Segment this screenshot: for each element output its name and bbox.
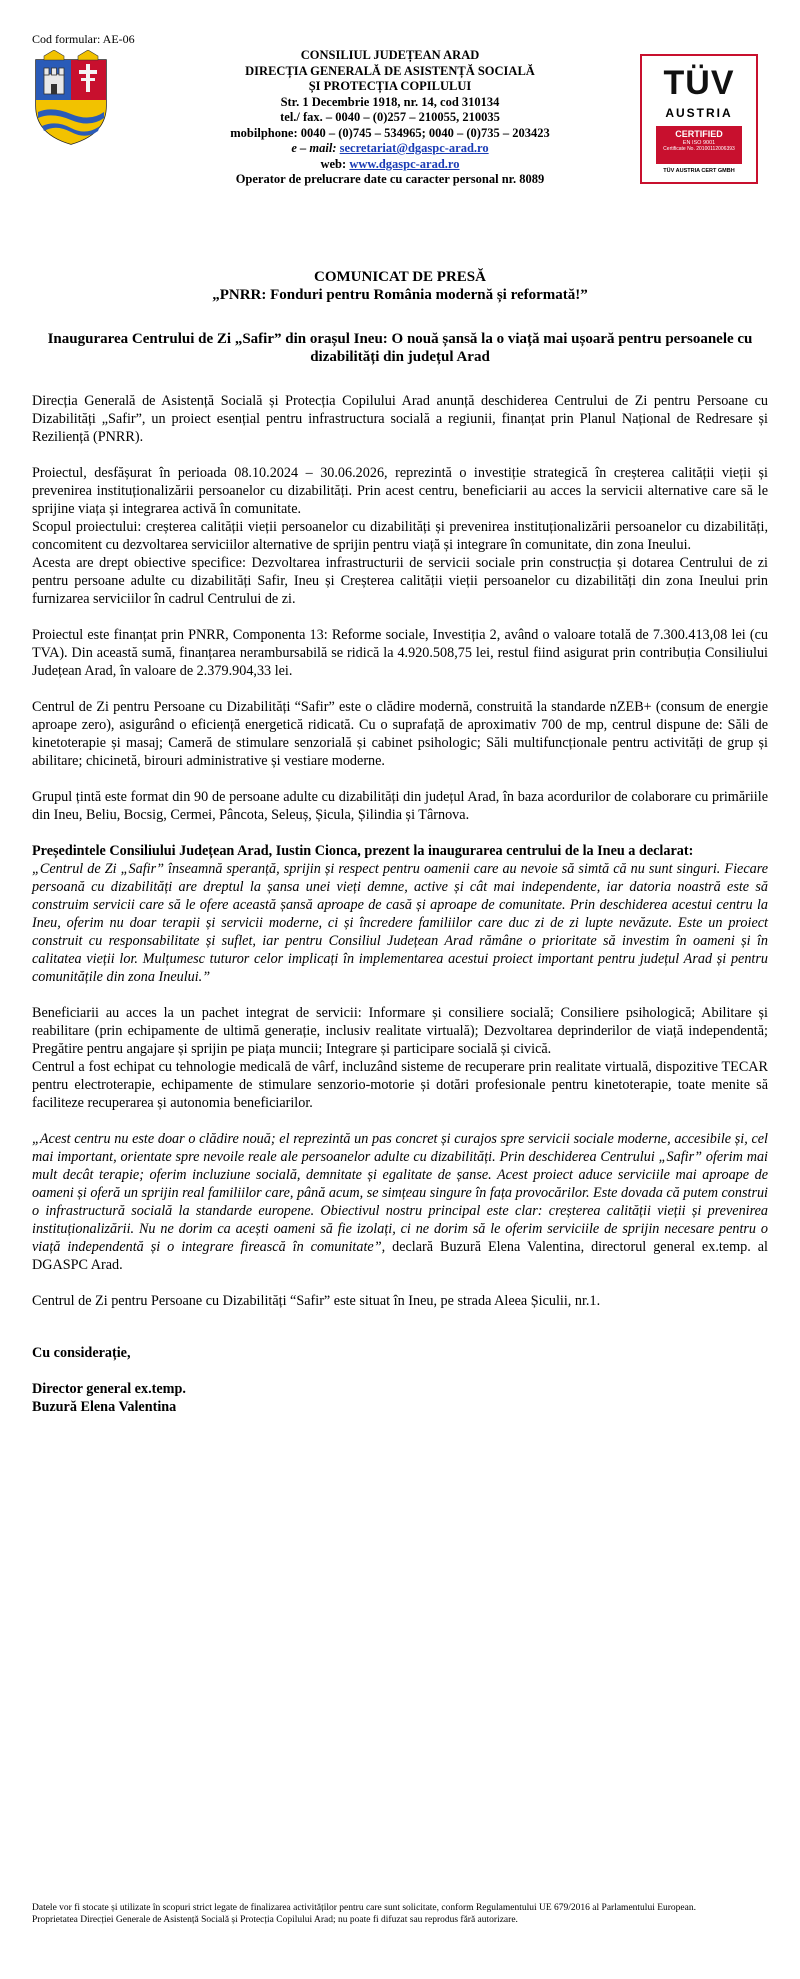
tuv-certification-logo xyxy=(640,54,758,184)
paragraph-target-group: Grupul țintă este format din 90 de persoane adulte cu dizabilități din județul Arad, în baza acordurilor de colaborare cu primăriile din Ineu, Beliu, Bocsig, Cermei, Pâncota, Seleuș, Șicula, Șilindia și Târnova. xyxy=(32,789,768,823)
tuv-name: TÜV xyxy=(663,64,735,102)
tuv-footer: TÜV AUSTRIA CERT GMBH xyxy=(663,168,735,174)
paragraph-objectives: Acesta are drept obiective specifice: Dezvoltarea infrastructurii de servicii sociale prin construcția și dotarea Centrului de zi pentru persoane adulte cu dizabilități Safir, Ineu și Creșterea calității vieții persoanelor cu dizabilități din zona Ineului prin furnizarea serviciilor în cadrul Centrului de zi. xyxy=(32,555,768,607)
web-link[interactable]: www.dgaspc-arad.ro xyxy=(349,156,460,171)
tuv-certified-block xyxy=(656,126,742,164)
header-directorate: DIRECȚIA GENERALĂ DE ASISTENȚĂ SOCIALĂ xyxy=(245,63,535,78)
signature-name: Buzură Elena Valentina xyxy=(32,1399,177,1415)
header-phone: tel./ fax. – 0040 – (0)257 – 210055, 210035 xyxy=(280,110,500,124)
footer-data-notice: Datele vor fi stocate și utilizate în scopuri strict legate de finalizarea activităților pentru care sunt solicitate, conform Regulamentului UE 679/2016 al Parlamentului European. xyxy=(32,1903,696,1913)
header-web-line xyxy=(150,157,630,173)
header-address: Str. 1 Decembrie 1918, nr. 14, cod 310134 xyxy=(280,94,500,109)
director-quote: „Acest centru nu este doar o clădire nouă; el reprezintă un pas concret și curajos spre servicii sociale moderne, accesibile și, cel mai important, orientate spre nevoile reale ale persoanelor adulte cu dizabilități. Prin deschiderea Centrului „Safir” oferim mai mult decât terapie; oferim incluziune socială, demnitate și egalitate de șanse. Acest proiect aduce serviciile mai aproape de oameni și oferă un sprijin real familiilor care, până acum, se simțeau singure în fața provocărilor. Este dovada că putem construi o infrastructură socială la standarde europene. Obiectivul nostru principal este clar: creșterea calității vieții și prevenirea instituționalizării. Nu ne dorim ca acești oameni să fie izolați, ci ne dorim să le oferim serviciile de sprijin necesare pentru o viață independentă și o integrare firească în comunitate”, xyxy=(32,1131,768,1255)
web-label: web: xyxy=(320,156,347,171)
page-title: COMUNICAT DE PRESĂ xyxy=(314,269,486,285)
paragraph-announcement: Direcția Generală de Asistență Socială și Protecția Copilului Arad anunță deschiderea Centrului de Zi pentru Persoane cu Dizabilități „Safir”, un proiect esențial pentru infrastructura socială a regiunii, finanțat prin Planul Național de Redresare și Reziliență (PNRR). xyxy=(32,393,768,445)
form-code: Cod formular: AE-06 xyxy=(32,32,135,46)
paragraph-director-quote-block xyxy=(32,1130,768,1274)
header-council: CONSILIUL JUDEȚEAN ARAD xyxy=(300,48,480,62)
paragraph-equipment: Centrul a fost echipat cu tehnologie medicală de vârf, incluzând sisteme de recuperare prin realitate virtuală, dispozitive TECAR pentru electroterapie, echipamente de stimulare senzorio-motorie și dotări profesionale pentru kinetoterapie, toate menite să faciliteze recuperarea și autonomia beneficiarilor. xyxy=(32,1059,768,1111)
paragraph-project-scope: Scopul proiectului: creșterea calității vieții persoanelor cu dizabilități și prevenirea instituționalizării persoanelor cu dizabilități, concomitent cu dezvoltarea serviciilor alternative de sprijin pentru viață și integrare în comunitate, din zona Ineului. xyxy=(32,519,768,553)
tuv-certified: CERTIFIED xyxy=(675,129,723,139)
paragraph-building: Centrul de Zi pentru Persoane cu Dizabilități “Safir” este o clădire modernă, construită la standarde nZEB+ (consum de energie aproape zero), asigurând o eficiență energetică ridicată. Cu o suprafață de aproximativ 700 de mp, centrul dispune de: Săli de kinetoterapie și masaj; Cameră de stimulare senzorială și cabinet psihologic; Săli multifuncționale pentru activități de grup și abilitare; chicinetă, birouri administrative și vestiare moderne. xyxy=(32,699,768,769)
header-mobile: mobilphone: 0040 – (0)745 – 534965; 0040 – (0)735 – 203423 xyxy=(230,125,550,140)
paragraph-president-intro: Președintele Consiliului Județean Arad, Iustin Cionca, prezent la inaugurarea centrului de la Ineu a declarat: xyxy=(32,843,694,859)
page-subtitle: „PNRR: Fonduri pentru România modernă și reformată!” xyxy=(212,287,588,303)
paragraph-location: Centrul de Zi pentru Persoane cu Dizabilități “Safir” este situat în Ineu, pe strada Aleea Șiculii, nr.1. xyxy=(32,1293,601,1309)
tuv-country: AUSTRIA xyxy=(665,106,733,120)
paragraph-services: Beneficiarii au acces la un pachet integrat de servicii: Informare și consiliere socială; Consiliere psihologică; Abilitare și reabilitare (prin echipamente de ultimă generație, inclusiv realitate virtuală); Dezvoltarea deprinderilor de viață independentă; Pregătire pentru angajare și sprijin pe piața muncii; Integrare și participare socială și civică. xyxy=(32,1005,768,1057)
institution-header xyxy=(150,48,630,188)
email-link[interactable]: secretariat@dgaspc-arad.ro xyxy=(339,141,489,155)
arad-county-crest-icon xyxy=(32,50,110,146)
paragraph-project-period: Proiectul, desfășurat în perioada 08.10.2024 – 30.06.2026, reprezintă o investiție strategică în creșterea calității vieții și prevenirea instituționalizării persoanelor cu dizabilități. Prin acest centru, beneficiarii au acces la servicii alternative care să le sprijine viața și integrarea activă în comunitate. xyxy=(32,465,768,517)
director-attribution: declară Buzură Elena Valentina, directorul general ex.temp. al DGASPC Arad. xyxy=(32,1239,768,1273)
header-directorate-2: ȘI PROTECȚIA COPILULUI xyxy=(308,79,472,93)
press-release-body xyxy=(32,268,768,1416)
header-email-line xyxy=(150,141,630,157)
paragraph-funding: Proiectul este finanțat prin PNRR, Componenta 13: Reforme sociale, Investiția 2, având o valoare totală de 7.300.413,08 lei (cu TVA). Din această sumă, finanțarea nerambursabilă se ridică la 4.920.508,75 lei, restul fiind asigurat prin contribuția Consiliului Județean Arad, în valoare de 2.379.904,33 lei. xyxy=(32,627,768,679)
header-operator: Operator de prelucrare date cu caracter personal nr. 8089 xyxy=(235,172,545,186)
footer-ownership: Proprietatea Direcției Generale de Asistență Socială și Protecția Copilului Arad; nu poate fi difuzat sau reprodus fără autorizare. xyxy=(32,1915,518,1925)
signature-closing: Cu considerație, xyxy=(32,1345,131,1361)
email-label: e – mail: xyxy=(291,141,337,155)
tuv-cert-number: Certificate No. 20100112006393 xyxy=(663,146,735,152)
event-heading: Inaugurarea Centrului de Zi „Safir” din orașul Ineu: O nouă șansă la o viață mai ușoară pentru persoanele cu dizabilități din județul Arad xyxy=(47,331,753,365)
paragraph-president-quote: „Centrul de Zi „Safir” înseamnă speranță, sprijin și respect pentru oamenii care au nevoie să simtă că nu sunt singuri. Fiecare persoană cu dizabilități are dreptul la șansa unei vieți demne, active și cât mai independente, iar datoria noastră este să construim servicii care să le ofere această șansă aproape de casă și aproape de comunitate. Prin deschiderea acestui centru la Ineu, oferim nu doar terapii și servicii moderne, ci și încredere familiilor care duc zi de zi lupte nevăzute. Este un proiect construit cu responsabilitate și suflet, iar pentru Consiliul Județean Arad rămâne o prioritate să investim în oameni și în calitatea vieții lor. Mulțumesc tuturor celor implicați în implementarea acestui proiect important pentru județul Arad și pentru comunitățile din zona Ineului.” xyxy=(32,861,768,985)
page-footer xyxy=(32,1902,772,1926)
tuv-iso: EN ISO 9001 xyxy=(682,140,716,146)
signature-role: Director general ex.temp. xyxy=(32,1381,186,1397)
